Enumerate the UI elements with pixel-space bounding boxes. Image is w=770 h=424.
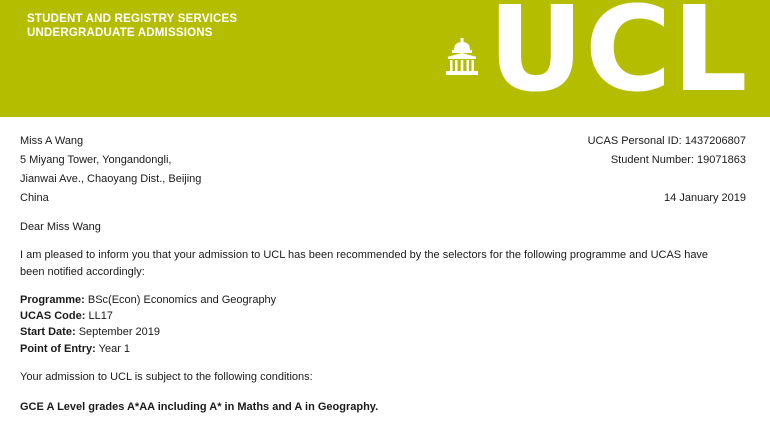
- point-of-entry-value: Year 1: [98, 343, 131, 355]
- ucas-personal-id-value: 1437206807: [684, 135, 746, 147]
- recipient-address-line-1: 5 Miyang Tower, Yongandongli,: [20, 154, 172, 166]
- ucas-code-value: LL17: [88, 310, 113, 322]
- recipient-name: Miss A Wang: [20, 135, 84, 147]
- student-number: [611, 153, 746, 167]
- ucl-logo-text: UCL: [488, 0, 749, 117]
- conditions-intro: Your admission to UCL is subject to the following conditions:: [20, 371, 313, 383]
- salutation: Dear Miss Wang: [20, 221, 101, 233]
- programme-row: [20, 293, 276, 307]
- portico-building-icon: [445, 38, 479, 76]
- start-date-value: September 2019: [78, 326, 161, 338]
- student-number-label: Student Number:: [610, 154, 694, 166]
- letterhead-banner: [0, 0, 770, 117]
- ucas-code-label: UCAS Code:: [20, 310, 86, 322]
- department-name: [27, 12, 237, 40]
- department-line-1: STUDENT AND REGISTRY SERVICES: [27, 13, 238, 25]
- programme-value: BSc(Econ) Economics and Geography: [87, 294, 277, 306]
- programme-label: Programme:: [20, 294, 85, 306]
- student-number-value: 19071863: [697, 154, 746, 166]
- ucas-personal-id-label: UCAS Personal ID:: [587, 135, 682, 147]
- admission-condition: GCE A Level grades A*AA including A* in Maths and A in Geography.: [20, 401, 379, 413]
- point-of-entry-row: [20, 342, 130, 356]
- intro-line-1: I am pleased to inform you that your admission to UCL has been recommended by the selectors for the following programme and UCAS have: [20, 249, 709, 261]
- start-date-row: [20, 325, 160, 339]
- department-line-2: UNDERGRADUATE ADMISSIONS: [27, 27, 213, 39]
- recipient-address-line-2: Jianwai Ave., Chaoyang Dist., Beijing: [20, 173, 202, 185]
- letter-date: 14 January 2019: [664, 192, 746, 204]
- start-date-label: Start Date:: [20, 326, 76, 338]
- intro-line-2: been notified accordingly:: [20, 266, 145, 278]
- recipient-country: China: [20, 192, 49, 204]
- ucas-code-row: [20, 309, 113, 323]
- point-of-entry-label: Point of Entry:: [20, 343, 96, 355]
- ucas-personal-id: [588, 134, 746, 148]
